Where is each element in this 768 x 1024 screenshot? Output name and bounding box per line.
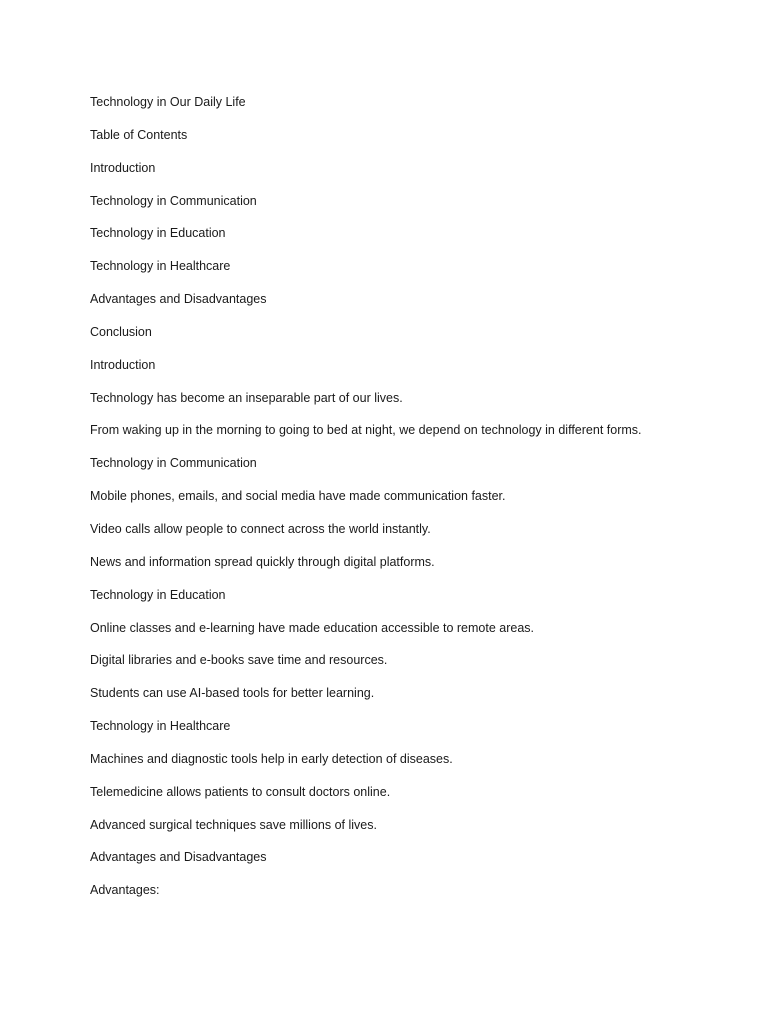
paragraph-line: Telemedicine allows patients to consult doctors online. <box>90 784 391 799</box>
toc-item-introduction: Introduction <box>90 160 156 175</box>
paragraph-line: Technology has become an inseparable part of our lives. <box>90 390 403 405</box>
section-heading-healthcare: Technology in Healthcare <box>90 719 231 734</box>
section-heading-communication: Technology in Communication <box>90 456 257 471</box>
paragraph-line: Students can use AI-based tools for better learning. <box>90 686 375 701</box>
paragraph-line: News and information spread quickly through digital platforms. <box>90 554 435 569</box>
paragraph-line: From waking up in the morning to going to bed at night, we depend on technology in different forms. <box>90 423 642 438</box>
toc-item-healthcare: Technology in Healthcare <box>90 259 231 274</box>
paragraph-line: Online classes and e-learning have made education accessible to remote areas. <box>90 620 535 635</box>
paragraph-line: Video calls allow people to connect across the world instantly. <box>90 521 431 536</box>
toc-heading: Table of Contents <box>90 127 188 142</box>
toc-item-advantages: Advantages and Disadvantages <box>90 292 267 307</box>
document-body <box>90 92 730 913</box>
toc-item-education: Technology in Education <box>90 226 226 241</box>
paragraph-line: Advanced surgical techniques save millions of lives. <box>90 817 377 832</box>
section-heading-advantages: Advantages and Disadvantages <box>90 850 267 865</box>
paragraph-line: Mobile phones, emails, and social media have made communication faster. <box>90 489 506 504</box>
toc-item-conclusion: Conclusion <box>90 324 152 339</box>
document-title: Technology in Our Daily Life <box>90 95 246 109</box>
subheading-advantages: Advantages: <box>90 883 160 898</box>
section-heading-education: Technology in Education <box>90 587 226 602</box>
paragraph-line: Digital libraries and e-books save time and resources. <box>90 653 388 668</box>
section-heading-introduction: Introduction <box>90 357 156 372</box>
toc-item-communication: Technology in Communication <box>90 193 257 208</box>
paragraph-line: Machines and diagnostic tools help in early detection of diseases. <box>90 751 453 766</box>
